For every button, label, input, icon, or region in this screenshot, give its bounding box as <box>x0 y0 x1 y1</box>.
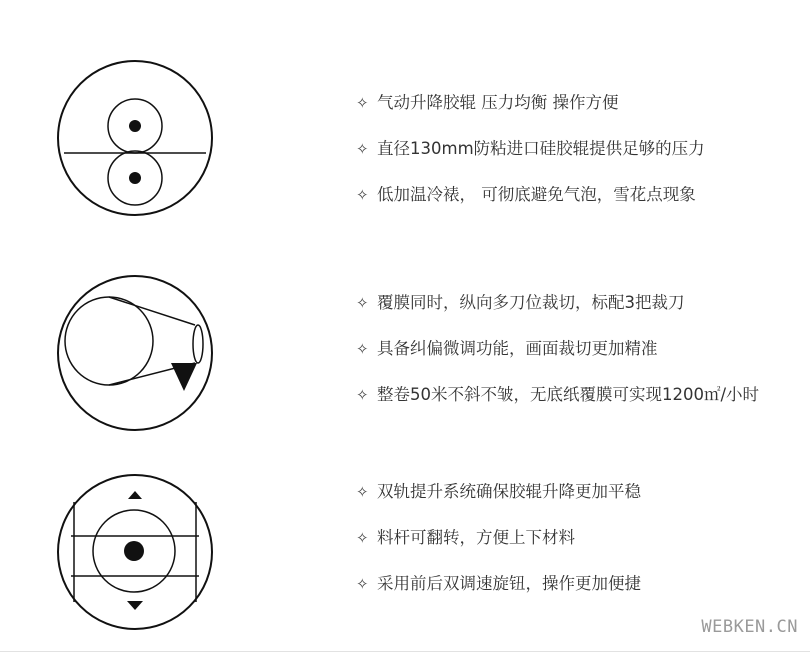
feature-text: 直径130mm防粘进口硅胶辊提供足够的压力 <box>377 139 705 158</box>
feature-item <box>356 293 759 339</box>
sparkle-bullet-icon: ✧ <box>356 140 369 158</box>
bottom-divider <box>0 651 810 652</box>
feature-text: 低加温冷裱， 可彻底避免气泡，雪花点现象 <box>377 185 696 204</box>
film-roll-cutter-icon-graphic <box>55 273 215 433</box>
feature-text: 采用前后双调速旋钮，操作更加便捷 <box>377 574 641 593</box>
feature-list-3 <box>356 482 641 620</box>
sparkle-bullet-icon: ✧ <box>356 340 369 358</box>
dual-rail-lift-icon <box>55 472 215 632</box>
film-roll-cutter-icon <box>55 273 215 433</box>
feature-item <box>356 482 641 528</box>
cutter-blade <box>171 363 197 391</box>
feature-list-1 <box>356 93 705 231</box>
feature-item <box>356 185 705 231</box>
dual-rail-lift-icon-graphic <box>55 472 215 632</box>
arrow-up-icon <box>128 491 142 499</box>
film-roll <box>65 297 153 385</box>
pressure-rollers-icon-graphic <box>55 58 215 218</box>
film-edge-top <box>109 297 195 325</box>
feature-text: 气动升降胶辊 压力均衡 操作方便 <box>377 93 619 112</box>
sparkle-bullet-icon: ✧ <box>356 186 369 204</box>
feature-list-2 <box>356 293 759 431</box>
feature-item <box>356 93 705 139</box>
upper-roller-axle <box>129 120 141 132</box>
outer-ring <box>58 276 212 430</box>
feature-text: 料杆可翻转，方便上下材料 <box>377 528 575 547</box>
sparkle-bullet-icon: ✧ <box>356 94 369 112</box>
arrow-down-icon <box>127 601 143 610</box>
feature-text: 整卷50米不斜不皱，无底纸覆膜可实现1200㎡/小时 <box>377 385 760 404</box>
feature-text: 具备纠偏微调功能，画面裁切更加精准 <box>377 339 658 358</box>
pressure-rollers-icon <box>55 58 215 218</box>
sparkle-bullet-icon: ✧ <box>356 483 369 501</box>
feature-item <box>356 385 759 431</box>
feature-text: 覆膜同时，纵向多刀位裁切，标配3把裁刀 <box>377 293 685 312</box>
sparkle-bullet-icon: ✧ <box>356 529 369 547</box>
feature-text: 双轨提升系统确保胶辊升降更加平稳 <box>377 482 641 501</box>
sparkle-bullet-icon: ✧ <box>356 575 369 593</box>
lift-roller-axle <box>124 541 144 561</box>
outer-ring <box>58 61 212 215</box>
lower-roller-axle <box>129 172 141 184</box>
sparkle-bullet-icon: ✧ <box>356 294 369 312</box>
watermark: WEBKEN.CN <box>701 617 798 637</box>
feature-item <box>356 574 641 620</box>
feature-item <box>356 139 705 185</box>
sparkle-bullet-icon: ✧ <box>356 386 369 404</box>
feature-item <box>356 528 641 574</box>
film-end <box>193 325 203 363</box>
feature-item <box>356 339 759 385</box>
